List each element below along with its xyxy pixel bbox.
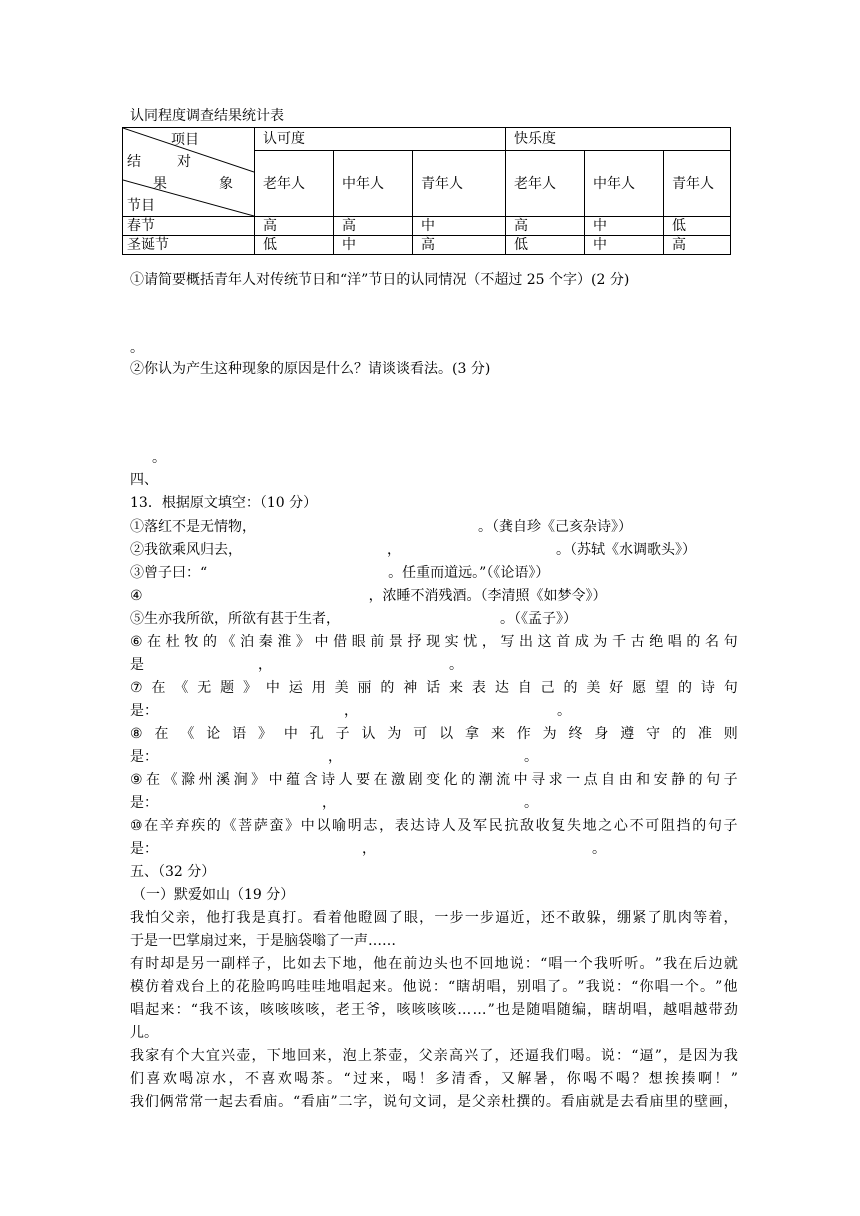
question-13: 13．根据原文填空：（10 分） xyxy=(130,495,318,511)
part-1-heading: （一）默爱如山（19 分） xyxy=(132,887,295,903)
fill-item-5: ⑤生亦我所欲，所欲有甚于生者， 。（《孟子》） xyxy=(130,611,577,627)
paragraph-line: 我 家 有 个 大 宜 兴 壶 ， 下 地 回 来 ， 泡 上 茶 壶 ， 父 亲 高 兴 了 ， 还 逼 我 们 喝 。 说 ： “ 逼 ” ， 是 因 为 我 xyxy=(130,1048,738,1064)
question-1: ①请简要概括青年人对传统节日和“洋”节日的认同情况（不超过 25 个字）(2 分) xyxy=(130,272,630,288)
table-cell: 高 xyxy=(255,217,334,236)
fill-item-9-answer: 是： ， 。 xyxy=(130,795,538,811)
paragraph-line: 唱 起 来 ： “ 我 不 该 ， 咳 咳 咳 咳 ， 老 王 爷 ， 咳 咳 咳 咳 … … ” 也 是 随 唱 随 编 ， 瞎 胡 唱 ， 越 唱 越 带 劲 xyxy=(130,1002,738,1018)
fill-item-7-answer: 是： ， 。 xyxy=(130,703,571,719)
paragraph-line: 模 仿 着 戏 台 上 的 花 脸 呜 呜 哇 哇 地 唱 起 来 。 他 说 ： “ 瞎 胡 唱 ， 别 唱 了 。 ” 我 说 ： “ 你 唱 一 个 。 ” 他 xyxy=(130,979,738,995)
row-header: 圣诞节 xyxy=(123,236,255,255)
fill-item-6-answer: 是 ， 。 xyxy=(130,657,463,673)
corner-label: 项目 xyxy=(171,132,199,148)
sub-header: 老年人 xyxy=(506,151,585,217)
corner-label: 对 xyxy=(177,154,191,170)
question-2-end: 。 xyxy=(152,450,166,466)
table-caption: 认同程度调查结果统计表 xyxy=(130,108,284,124)
fill-item-8-answer: 是： ， 。 xyxy=(130,749,538,765)
fill-item-6-prompt: ⑥ 在 杜 牧 的 《 泊 秦 淮 》 中 借 眼 前 景 抒 现 实 忧 ， 写 出 这 首 成 为 千 古 绝 唱 的 名 句 xyxy=(130,634,738,650)
table-cell: 中 xyxy=(334,236,413,255)
table-cell: 中 xyxy=(413,217,506,236)
sub-header: 中年人 xyxy=(585,151,664,217)
paragraph-line: 有 时 却 是 另 一 副 样 子 ， 比 如 去 下 地 ， 他 在 前 边 头 也 不 回 地 说 ： “ 唱 一 个 我 听 听 。 ” 我 在 后 边 就 xyxy=(130,956,738,972)
table-cell: 高 xyxy=(664,236,731,255)
corner-label: 节目 xyxy=(127,198,155,214)
table-cell: 低 xyxy=(506,236,585,255)
fill-item-1: ①落红不是无情物， 。（龚自珍《己亥杂诗》） xyxy=(130,519,632,535)
sub-header: 青年人 xyxy=(413,151,506,217)
corner-label: 结 xyxy=(127,154,141,170)
corner-label: 象 xyxy=(219,176,233,192)
fill-item-7-prompt: ⑦ 在 《 无 题 》 中 运 用 美 丽 的 神 话 来 表 达 自 己 的 美 好 愿 望 的 诗 句 xyxy=(130,680,738,696)
paragraph-line: 我 们 俩 常 常 一 起 去 看 庙 。 “ 看 庙 ” 二 字 ， 说 句 文 词 ， 是 父 亲 杜 撰 的 。 看 庙 就 是 去 看 庙 里 的 壁 画 ， xyxy=(130,1094,738,1110)
fill-item-8-prompt: ⑧ 在 《 论 语 》 中 孔 子 认 为 可 以 拿 来 作 为 终 身 遵 守 的 准 则 xyxy=(130,726,738,742)
table-cell: 低 xyxy=(255,236,334,255)
paragraph-line: 们 喜 欢 喝 凉 水 ， 不 喜 欢 喝 茶 。 “ 过 来 ， 喝 ！ 多 清 香 ， 又 解 暑 ， 你 喝 不 喝 ？ 想 挨 揍 啊 ！ ” xyxy=(130,1071,738,1087)
table-cell: 低 xyxy=(664,217,731,236)
table-row xyxy=(123,236,731,255)
corner-label: 果 xyxy=(153,176,167,192)
question-1-end: 。 xyxy=(130,340,144,356)
fill-item-10-prompt: ⑩ 在 辛 弃 疾 的 《 菩 萨 蛮 》 中 以 喻 明 志 ， 表 达 诗 人 及 军 民 抗 敌 收 复 失 地 之 心 不 可 阻 挡 的 句 子 xyxy=(130,818,738,834)
paragraph-line: 儿。 xyxy=(130,1025,158,1041)
group-header: 认可度 xyxy=(255,128,506,151)
paragraph-line: 我 怕 父 亲 ， 他 打 我 是 真 打 。 看 着 他 瞪 圆 了 眼 ， 一 步 一 步 逼 近 ， 还 不 敢 躲 ， 绷 紧 了 肌 肉 等 着 ， xyxy=(130,910,738,926)
table-cell: 高 xyxy=(334,217,413,236)
fill-item-2: ②我欲乘风归去， ， 。（苏轼《水调歌头》） xyxy=(130,542,696,558)
paragraph-line: 于是一巴掌扇过来，于是脑袋嗡了一声…… xyxy=(130,933,396,949)
fill-item-10-answer: 是： ， 。 xyxy=(130,841,606,857)
sub-header: 青年人 xyxy=(664,151,731,217)
table-cell: 中 xyxy=(585,217,664,236)
fill-item-9-prompt: ⑨ 在 《 滁 州 溪 涧 》 中 蕴 含 诗 人 要 在 激 剧 变 化 的 潮 流 中 寻 求 一 点 自 由 和 安 静 的 句 子 xyxy=(130,772,738,788)
question-2: ②你认为产生这种现象的原因是什么？请谈谈看法。(3 分) xyxy=(130,361,491,377)
section-4-heading: 四、 xyxy=(130,472,158,488)
section-5-heading: 五、（32 分） xyxy=(130,864,216,880)
group-header: 快乐度 xyxy=(506,128,731,151)
table-cell: 高 xyxy=(506,217,585,236)
table-row xyxy=(123,217,731,236)
fill-item-3: ③曾子曰：“ 。任重而道远。”（《论语》） xyxy=(130,565,550,581)
table-cell: 中 xyxy=(585,236,664,255)
survey-table xyxy=(122,127,731,255)
fill-item-4: ④ ，浓睡不消残酒。（李清照《如梦令》） xyxy=(130,588,607,604)
sub-header: 老年人 xyxy=(255,151,334,217)
table-corner-cell xyxy=(123,128,255,217)
sub-header: 中年人 xyxy=(334,151,413,217)
row-header: 春节 xyxy=(123,217,255,236)
table-cell: 高 xyxy=(413,236,506,255)
